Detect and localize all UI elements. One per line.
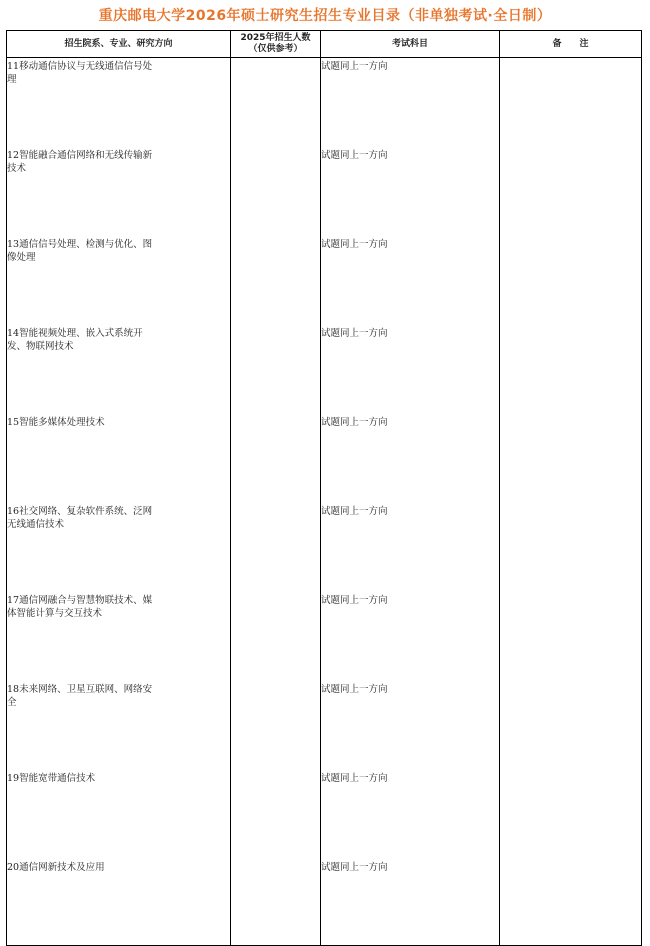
- subjects-text: 试题同上一方向: [321, 239, 388, 250]
- subjects-cell: [321, 58, 500, 148]
- subjects-text: 试题同上一方向: [321, 150, 388, 161]
- direction-cell: [7, 592, 231, 681]
- table-row: [7, 770, 642, 859]
- quota-cell: [231, 592, 321, 681]
- subjects-cell: [321, 147, 500, 236]
- direction-text: 16社交网络、复杂软件系统、泛网无线通信技术: [7, 506, 153, 530]
- subjects-cell: [321, 503, 500, 592]
- direction-text: 20通信网新技术及应用: [7, 862, 105, 873]
- remarks-cell: [500, 592, 642, 681]
- quota-cell: [231, 414, 321, 503]
- table-row: [7, 236, 642, 325]
- direction-cell: [7, 58, 231, 148]
- table-row: [7, 414, 642, 503]
- header-direction: 招生院系、专业、研究方向: [7, 31, 231, 58]
- table-row: [7, 58, 642, 148]
- direction-text: 15智能多媒体处理技术: [7, 417, 105, 428]
- direction-text: 11移动通信协议与无线通信信号处理: [7, 61, 153, 85]
- remarks-cell: [500, 236, 642, 325]
- quota-cell: [231, 147, 321, 236]
- subjects-text: 试题同上一方向: [321, 595, 388, 606]
- direction-text: 19智能宽带通信技术: [7, 773, 96, 784]
- header-quota-line1: 2025年招生人数: [240, 33, 311, 43]
- header-quota: [231, 31, 321, 58]
- subjects-cell: [321, 770, 500, 859]
- direction-text: 12智能融合通信网络和无线传输新技术: [7, 150, 153, 174]
- direction-text: 13通信信号处理、检测与优化、图像处理: [7, 239, 153, 263]
- direction-cell: [7, 681, 231, 770]
- remarks-cell: [500, 414, 642, 503]
- subjects-text: 试题同上一方向: [321, 506, 388, 517]
- remarks-cell: [500, 770, 642, 859]
- direction-cell: [7, 503, 231, 592]
- direction-text: 18未来网络、卫星互联网、网络安全: [7, 684, 153, 708]
- remarks-cell: [500, 325, 642, 414]
- direction-cell: [7, 236, 231, 325]
- subjects-cell: [321, 325, 500, 414]
- remarks-cell: [500, 503, 642, 592]
- direction-text: 17通信网融合与智慧物联技术、媒体智能计算与交互技术: [7, 595, 153, 619]
- subjects-text: 试题同上一方向: [321, 328, 388, 339]
- remarks-cell: [500, 58, 642, 148]
- remarks-cell: [500, 681, 642, 770]
- direction-cell: [7, 325, 231, 414]
- subjects-cell: [321, 681, 500, 770]
- subjects-text: 试题同上一方向: [321, 773, 388, 784]
- quota-cell: [231, 58, 321, 148]
- catalog-table: [6, 30, 642, 946]
- subjects-cell: [321, 236, 500, 325]
- quota-cell: [231, 236, 321, 325]
- header-row: [7, 31, 642, 58]
- subjects-cell: [321, 414, 500, 503]
- quota-cell: [231, 681, 321, 770]
- table-row: [7, 681, 642, 770]
- header-remarks: 备 注: [500, 31, 642, 58]
- table-row: [7, 147, 642, 236]
- subjects-text: 试题同上一方向: [321, 862, 388, 873]
- subjects-cell: [321, 592, 500, 681]
- subjects-text: 试题同上一方向: [321, 61, 388, 72]
- subjects-text: 试题同上一方向: [321, 417, 388, 428]
- page-title: 重庆邮电大学2026年硕士研究生招生专业目录（非单独考试·全日制）: [98, 8, 552, 24]
- quota-cell: [231, 503, 321, 592]
- direction-cell: [7, 770, 231, 859]
- direction-cell: [7, 147, 231, 236]
- table-row: [7, 325, 642, 414]
- table-row: [7, 503, 642, 592]
- direction-cell: [7, 414, 231, 503]
- direction-text: 14智能视频处理、嵌入式系统开发、物联网技术: [7, 328, 143, 352]
- table-row: [7, 592, 642, 681]
- subjects-text: 试题同上一方向: [321, 684, 388, 695]
- quota-cell: [231, 770, 321, 859]
- header-quota-line2: （仅供参考）: [248, 44, 303, 54]
- remarks-cell: [500, 147, 642, 236]
- header-subjects: 考试科目: [321, 31, 500, 58]
- quota-cell: [231, 325, 321, 414]
